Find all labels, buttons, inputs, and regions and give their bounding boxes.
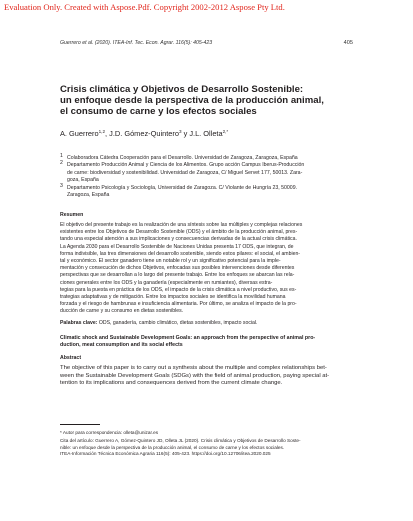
affiliation-number: 3 [60,182,63,189]
citation-line: nible: un enfoque desde la perspectiva de la producción animal, el consumo de carne y los efectos sociales. [60,444,285,450]
abstract-line: ween the Sustainable Development Goals (SDGs) with the field of animal production, paying special at- [60,372,330,379]
resumen-line: tegias para la puesta en práctica de los ODS, el impacto de la crisis climática a nivel productivo, sus es- [60,286,297,293]
article-title [60,84,360,118]
author-name: A. Guerrero [60,129,99,138]
abstract-line: tention to its implications and consequences derived from the current climate change. [60,380,283,387]
resumen-line: forzada y el riesgo de hambrunas e insuficiencia alimentaria. Por último, se analiza el impacto de la pro- [60,301,297,308]
evaluation-watermark: Evaluation Only. Created with Aspose.Pdf. Copyright 2002-2012 Aspose Pty Ltd. [4,2,285,12]
author-affiliation-mark: 2,* [222,129,229,134]
resumen-line: tal y económico. El sector ganadero tiene un notable rol y un significativo potencial para la imple- [60,258,281,265]
resumen-line: El objetivo del presente trabajo es la realización de una síntesis sobre las múltiples y complejas relaciones [60,222,303,228]
abstract-heading: Abstract [60,355,82,361]
title-line: el consumo de carne y los efectos sociales [60,106,257,118]
affiliation-line: goza, España [67,177,99,184]
affiliation-line: Zaragoza, España [67,192,110,199]
affiliation-line: de carne: biodiversidad y sostenibilidad. Universidad de Zaragoza, C/ Miguel Servet 177, 50013. Zara- [67,169,303,176]
affiliation-line: Colaboradora Cátedra Cooperación para el Desarrollo. Universidad de Zaragoza, Zaragoza, España [67,155,298,161]
english-title [60,335,315,349]
author-name: y J.L. Olleta [181,129,223,138]
resumen-line: mentación y consecución de dichos Objetivos, enfocadas sus posibles intervenciones desde diferentes [60,265,295,272]
resumen-line: ducción de carne y su consumo en dietas sostenibles. [60,308,184,315]
english-title-line: duction, meat consumption and its social effects [60,342,183,349]
abstract-body [60,365,329,388]
affiliation-item [60,182,360,200]
affiliation-line: Departamento Producción Animal y Ciencia de los Alimentos. Grupo acción Campus Iberus-Producción [67,162,305,169]
author-affiliation-mark: 3 [178,129,182,134]
affiliation-line: Departamento Psicología y Sociología, Universidad de Zaragoza. C/ Violante de Hungría 23, 50009. [67,184,298,191]
english-title-line: Climatic shock and Sustainable Development Goals: an approach from the perspective of animal pro- [60,335,316,341]
footnote-rule [60,424,100,425]
title-line: un enfoque desde la perspectiva de la producción animal, [60,95,324,107]
resumen-heading: Resumen [60,212,84,218]
author-list [60,129,228,138]
title-line: Crisis climática y Objetivos de Desarrollo Sostenible: [60,84,304,95]
affiliation-number: 1 [60,153,63,159]
affiliation-item [60,155,360,162]
affiliations [60,155,360,199]
citation-line: Cita del artículo: Guerrero A, Gómez-Quintero JD, Olleta JL (2020). Crisis climática y Objetivos de Desarrollo Soste- [60,438,301,444]
resumen-line: tando una especial atención a sus implicaciones y consecuencias derivadas de la actual crisis climática. [60,236,297,243]
author-affiliation-mark: 1,2 [98,129,106,134]
affiliation-number: 2 [60,160,63,167]
author-footnote: * Autor para correspondencia: olleta@unizar.es [60,430,159,435]
resumen-line: forma indivisible, las tres dimensiones del desarrollo sostenible, siendo estos pilares: el social, el ambien- [60,250,301,257]
resumen-line: La Agenda 2030 para el Desarrollo Sostenible de Naciones Unidas presenta 17 ODS, que integran, de [60,243,294,250]
resumen-line: perspectivas que se desarrollan a lo largo del presente trabajo. Entre los enfoques se abarcan las rela- [60,272,295,279]
palabras-clave-text: ODS, ganadería, cambio climático, dietas sostenibles, impacto social. [97,320,258,326]
author-name: , J.D. Gómez-Quintero [105,129,179,138]
resumen-line: trategias adaptativas y de mitigación. Entre los impactos sociales se identifica la movilidad humana [60,294,286,301]
palabras-clave-label: Palabras clave: [60,320,98,326]
page-number: 405 [343,40,353,46]
footnotes [60,430,301,458]
palabras-clave [60,320,257,327]
resumen-line: ciones generales entre los ODS y la ganadería (especialmente en rumiantes), diversas estra- [60,279,273,286]
citation-line: ITEA-Información Técnica Económica Agraria 116(5): 405-423. https://doi.org/10.12706/itea.2020.025 [60,451,271,457]
running-head: Guerrero et al. (2020). ITEA-Inf. Tec. Econ. Agrar. 116(5): 405-423 [60,40,213,46]
abstract-line: The objective of this paper is to carry out a synthesis about the multiple and complex relationships bet- [60,365,327,371]
affiliation-item [60,162,360,184]
resumen-line: existentes entre los Objetivos de Desarrollo Sostenible (ODS) y el ámbito de la producción animal, pres- [60,229,298,236]
resumen-body [60,222,302,316]
